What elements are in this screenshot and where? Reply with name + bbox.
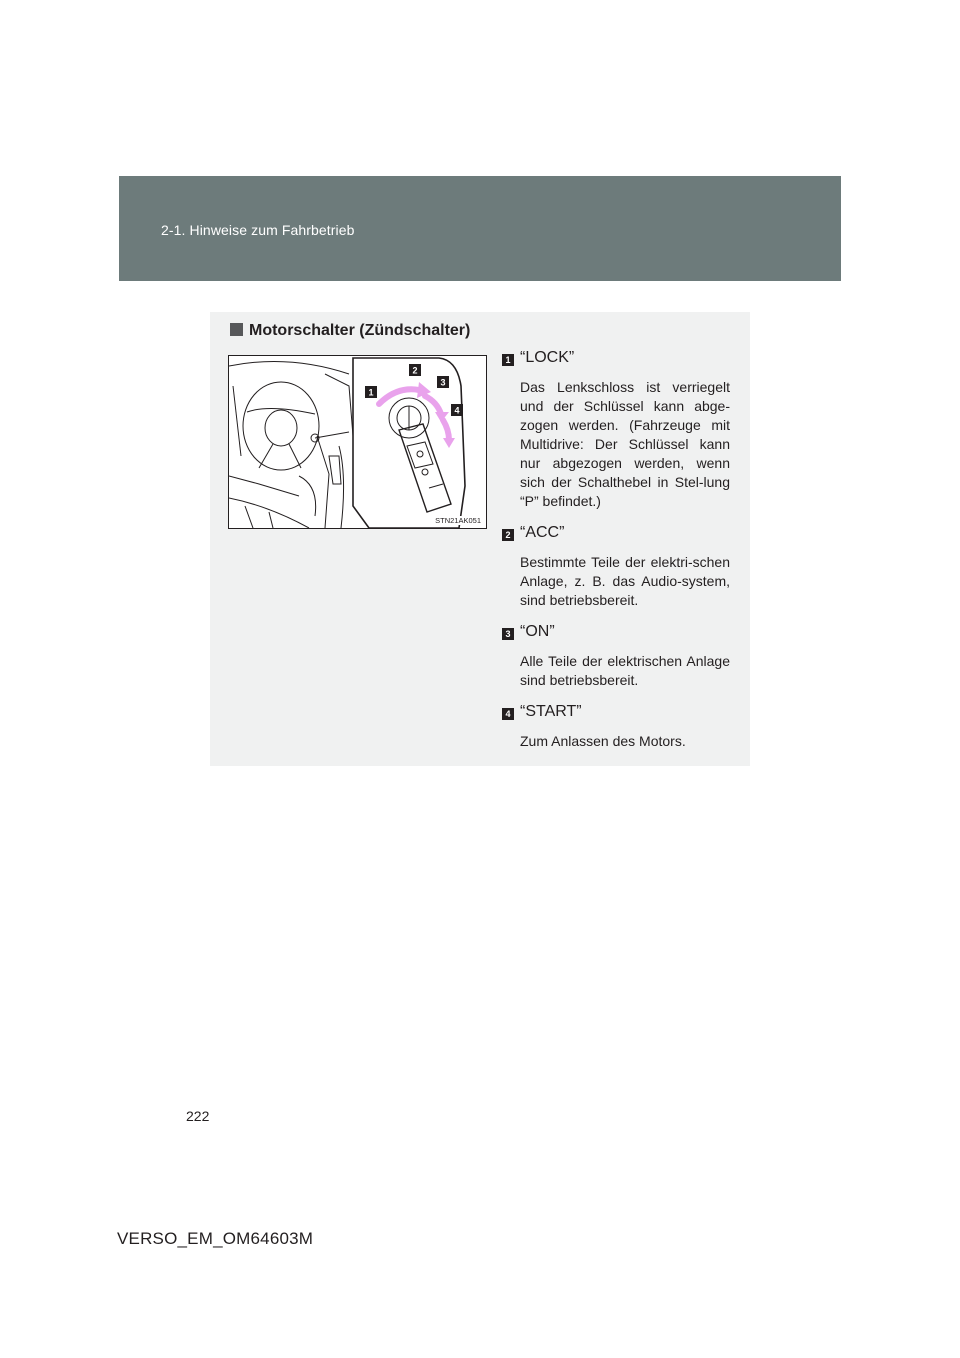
panel-title: [230, 322, 470, 340]
dashboard-drawing: [229, 356, 486, 528]
item-label: “START”: [520, 703, 582, 720]
section-header: [119, 176, 841, 281]
item-label: “ACC”: [520, 524, 565, 541]
callout-1: 1: [368, 387, 374, 398]
item-label: “ON”: [520, 623, 555, 640]
callout-4: 4: [454, 405, 460, 416]
info-panel: [210, 312, 750, 766]
number-badge: 2: [502, 529, 514, 541]
panel-title-text: Motorschalter (Zündschalter): [249, 322, 471, 339]
number-badge: 3: [502, 628, 514, 640]
callout-2: 2: [412, 365, 418, 376]
ignition-switch-illustration: [228, 355, 487, 529]
item-label: “LOCK”: [520, 349, 575, 366]
callout-3: 3: [440, 377, 446, 388]
steering-wheel: [243, 382, 319, 470]
list-item: [502, 702, 730, 751]
item-description: Das Lenkschloss ist verriegelt und der Schlüssel kann abge-zogen werden. (Fahrzeuge mit Multidrive: Der Schlüssel kann nur abgezogen werden, wenn sich der Schalthebel in Stel-lung “P” befindet.): [520, 379, 730, 509]
document-code: VERSO_EM_OM64603M: [117, 1229, 314, 1248]
list-item: [502, 622, 730, 690]
section-title: 2-1. Hinweise zum Fahrbetrieb: [161, 222, 355, 238]
page-number: 222: [186, 1108, 210, 1124]
item-description: Alle Teile der elektrischen Anlage sind betriebsbereit.: [520, 653, 730, 688]
list-item: [502, 348, 730, 511]
square-bullet-icon: [230, 323, 243, 336]
item-description: Bestimmte Teile der elektri-schen Anlage, z. B. das Audio-system, sind betriebsbereit.: [520, 554, 730, 608]
item-description: Zum Anlassen des Motors.: [520, 733, 686, 749]
number-badge: 4: [502, 708, 514, 720]
figure-code: STN21AK051: [435, 516, 481, 525]
number-badge: 1: [502, 354, 514, 366]
switch-position-list: [502, 348, 730, 751]
list-item: [502, 523, 730, 610]
